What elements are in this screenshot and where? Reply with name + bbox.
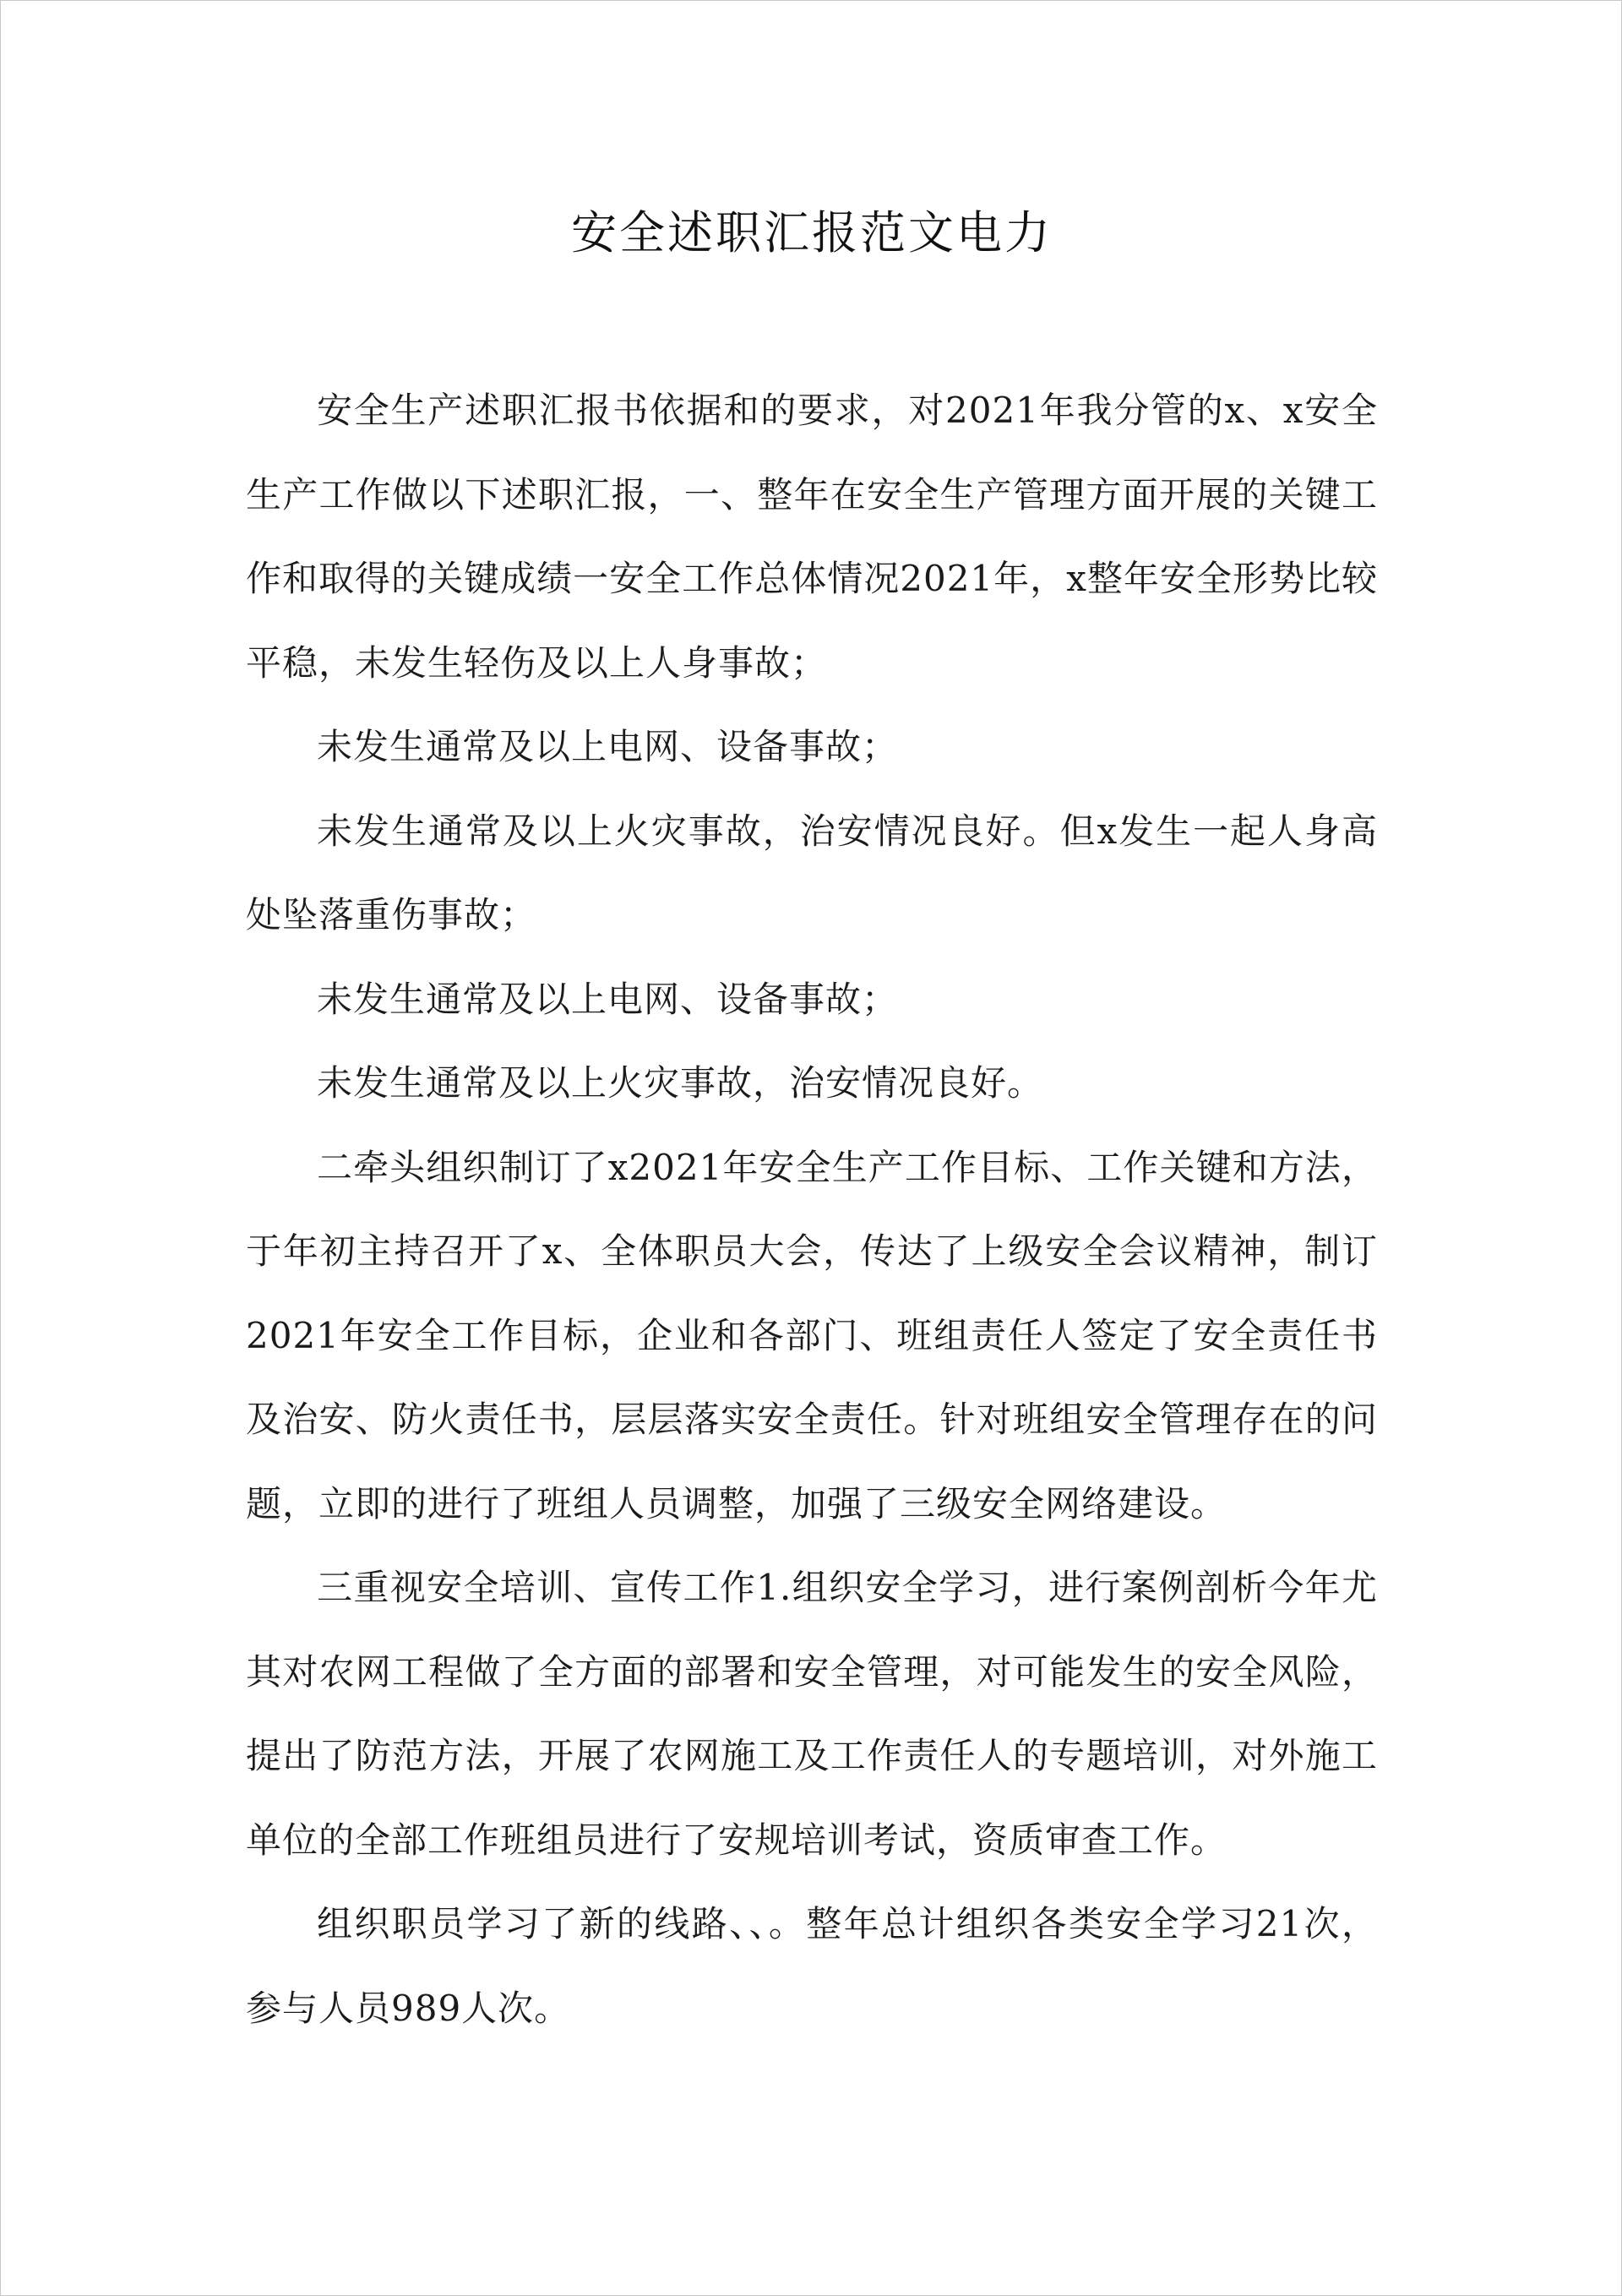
paragraph: 未发生通常及以上电网、设备事故； [317,978,899,1020]
paragraph: 组织职员学习了新的线路、、。整年总计组织各类安全学习21次，参与人员989人次。 [246,1903,1378,2029]
paragraph: 未发生通常及以上火灾事故，治安情况良好。但x发生一起人身高处坠落重伤事故； [246,810,1378,935]
paragraph: 未发生通常及以上火灾事故，治安情况良好。 [317,1062,1044,1104]
paragraph: 三重视安全培训、宣传工作1.组织安全学习，进行案例剖析今年尤其对农网工程做了全方面的部署和安全管理，对可能发生的安全风险，提出了防范方法，开展了农网施工及工作责任人的专题培训，对外施工单位的全部工作班组员进行了安规培训考试，资质审查工作。 [246,1567,1378,1861]
paragraph: 二牵头组织制订了x2021年安全生产工作目标、工作关键和方法，于年初主持召开了x、全体职员大会，传达了上级安全会议精神，制订2021年安全工作目标，企业和各部门、班组责任人签定了安全责任书及治安、防火责任书，层层落实安全责任。针对班组安全管理存在的问题，立即的进行了班组人员调整，加强了三级安全网络建设。 [246,1146,1378,1524]
document-title: 安全述职汇报范文电力 [571,206,1053,259]
document-body [246,368,1378,2050]
paragraph: 未发生通常及以上电网、设备事故； [317,726,899,767]
paragraph: 安全生产述职汇报书依据和的要求，对2021年我分管的x、x安全生产工作做以下述职汇报，一、整年在安全生产管理方面开展的关键工作和取得的关键成绩一安全工作总体情况2021年，x整年安全形势比较平稳，未发生轻伤及以上人身事故； [246,390,1378,684]
